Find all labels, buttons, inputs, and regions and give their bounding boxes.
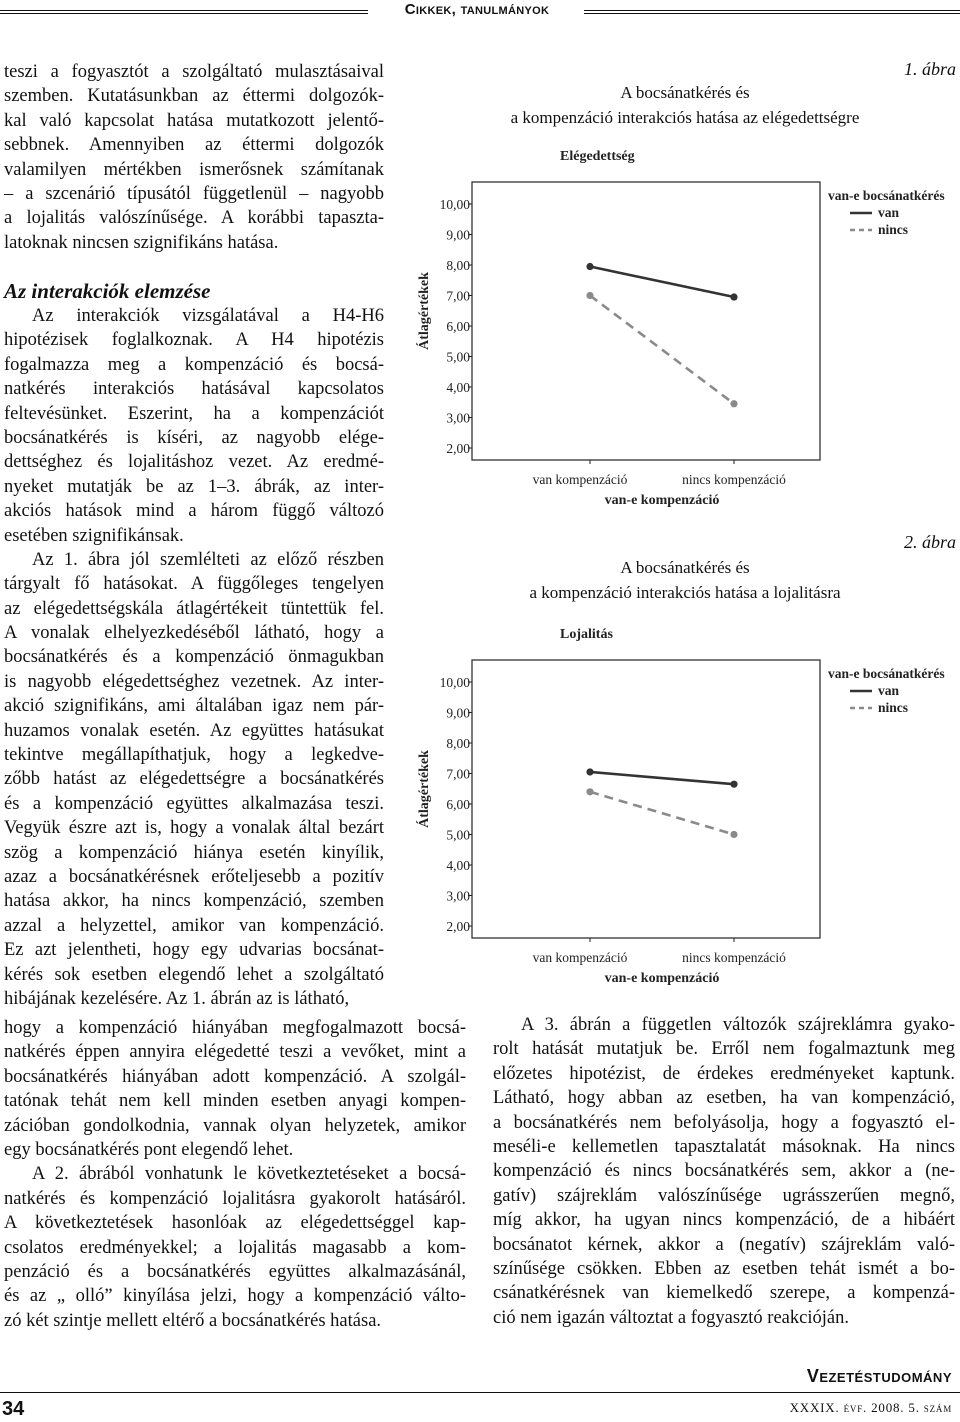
text-line: dettséghez és lojalitáshoz vezet. Az eredmé-	[4, 452, 384, 473]
text-line: penzáció és a bocsánatkérés együttes alkalmazásánál,	[4, 1261, 466, 1282]
text-line: kompenzáció és nincs bocsánatkérés sem, akkor a (ne-	[493, 1161, 955, 1182]
text-line: feltevésünket. Eszerint, ha a kompenzációt	[4, 403, 384, 424]
y-tick-label: 6,00	[446, 319, 470, 334]
text-line: natkérés és kompenzáció lojalitásra gyakorolt hatásáról.	[4, 1188, 466, 1209]
text-line: huzamos vonalak esetén. Az együttes hatásukat	[4, 720, 384, 741]
x-tick-label: van kompenzáció	[532, 950, 628, 965]
text-line: is nagyobb elégedettséghez vezetnek. Az inter-	[4, 671, 384, 692]
figure-2-chart	[400, 618, 955, 998]
legend-label-van: van	[878, 205, 900, 220]
series-point-nincs	[586, 292, 593, 299]
figure-1-caption-line2: a kompenzáció interakciós hatása az elégedettségre	[510, 108, 860, 127]
y-tick-label: 5,00	[446, 827, 470, 843]
series-point-van	[730, 293, 737, 300]
y-tick-label: 9,00	[446, 227, 470, 243]
legend-label-nincs: nincs	[878, 700, 909, 715]
y-tick-label: 10,00	[439, 675, 470, 690]
y-tick-label: 7,00	[446, 766, 470, 782]
text-line: fogalmazza meg a kompenzáció és bocsá-	[4, 354, 384, 375]
text-line: és a kompenzáció együttes alkalmazása teszi.	[4, 793, 384, 814]
text-line: hipotézisek foglalkoznak. A H4 hipotézis	[4, 330, 384, 351]
text-line: a lojalitás valószínűsége. A korábbi tapaszta-	[4, 208, 384, 229]
legend-label-nincs: nincs	[878, 222, 909, 237]
page-number: 34	[2, 1398, 25, 1420]
text-line: rolt hatását mutatjuk be. Erről nem fogalmaztunk meg	[493, 1039, 955, 1060]
text-line: Vegyük észre azt is, hogy a vonalak által bezárt	[4, 818, 384, 839]
text-line: zőbb hatást az elégedettségre a bocsánatkérés	[4, 769, 384, 790]
running-header	[0, 0, 960, 26]
chart-title: Elégedettség	[560, 149, 635, 164]
x-tick-label: nincs kompenzáció	[682, 950, 786, 965]
left-paragraph-top	[4, 60, 384, 255]
header-rule-left	[0, 10, 368, 14]
y-tick-label: 2,00	[446, 441, 470, 456]
footer-rule	[0, 1392, 960, 1393]
text-line: gatív) szájreklám valószínűsége ugrásszerűen megnő,	[493, 1185, 955, 1206]
left-paragraph-wide	[4, 1016, 466, 1333]
y-tick-label: 9,00	[446, 705, 470, 721]
text-line: ció nem igazán változtat a fogyasztó reakcióján.	[493, 1307, 849, 1328]
legend-label-van: van	[878, 683, 900, 698]
text-line: A vonalak elhelyezkedéséből látható, hogy a	[4, 623, 384, 644]
series-point-nincs	[730, 831, 737, 838]
text-line: bocsánatkérés hiányában adott kompenzáció. A szolgál-	[4, 1066, 466, 1087]
text-line: akciós hatások mind a három függő változó	[4, 501, 384, 522]
text-line: tárgyalt fő hatásokat. A függőleges tengelyen	[4, 574, 384, 595]
header-rule-right	[584, 10, 960, 14]
text-line: esetében szignifikánsak.	[4, 525, 184, 546]
text-line: A 3. ábrán a független változók szájreklámra gyako-	[521, 1015, 955, 1035]
text-line: Az 1. ábra jól szemlélteti az előző részben	[32, 549, 384, 570]
text-line: Látható, hogy abban az esetben, ha van kompenzáció,	[493, 1088, 955, 1109]
text-line: azaz a bocsánatkérésnek erőteljesebb a pozitív	[4, 866, 384, 887]
series-point-nincs	[586, 788, 593, 795]
y-tick-label: 4,00	[446, 380, 470, 395]
text-line: hatása akkor, ha nincs kompenzáció, szemben	[4, 891, 384, 912]
x-axis-label: van-e kompenzáció	[604, 493, 720, 508]
text-line: szög a kompenzáció hiánya esetén kinyílik,	[4, 842, 384, 863]
series-point-van	[730, 781, 737, 788]
text-line: Ez azt jelentheti, hogy egy udvarias bocsánat-	[4, 940, 384, 961]
text-line: előzetes hipotézist, de érdekes eredményeket kaptunk.	[493, 1063, 955, 1084]
left-paragraph-main	[4, 304, 384, 1011]
figure-1-caption-line1: A bocsánatkérés és	[620, 83, 750, 102]
text-line: tatónak tehát nem kell minden esetben anyagi kompen-	[4, 1091, 466, 1112]
series-point-van	[586, 263, 593, 270]
text-line: a bocsánatkérés nem befolyásolja, hogy a fogyasztó el-	[493, 1112, 955, 1133]
y-tick-label: 5,00	[446, 349, 470, 365]
series-point-nincs	[730, 400, 737, 407]
series-point-van	[586, 768, 593, 775]
text-line: natkérés éppen annyira elégedetté teszi a vevőket, mint a	[4, 1042, 466, 1063]
text-line: csánatkérésnek van kiemelkedő szerepe, a kompenzá-	[493, 1283, 955, 1304]
text-line: hogy a kompenzáció hiányában megfogalmazott bocsá-	[4, 1018, 466, 1038]
text-line: – a szcenárió típusától függetlenül – nagyobb	[4, 183, 384, 204]
figure-1-number: 1. ábra	[903, 59, 956, 79]
y-tick-label: 2,00	[446, 919, 470, 934]
x-axis-label: van-e kompenzáció	[604, 971, 720, 986]
text-line: és az „ olló” kinyílása jelzi, hogy a kompenzáció válto-	[4, 1286, 466, 1307]
text-line: hibájának kezelésére. Az 1. ábrán az is látható,	[4, 988, 350, 1009]
section-title: Az interakciók elemzése	[4, 279, 211, 303]
text-line: egy bocsánatkérés pont elegendő lehet.	[4, 1139, 294, 1160]
text-line: latoknak nincsen szignifikáns hatása.	[4, 232, 279, 253]
y-tick-label: 4,00	[446, 858, 470, 873]
text-line: Az interakciók vizsgálatával a H4-H6	[32, 306, 384, 326]
y-tick-label: 6,00	[446, 797, 470, 812]
text-line: natkérés interakciós hatásával kapcsolatos	[4, 379, 384, 400]
text-line: tekintve megállapíthatjuk, hogy a legkedve-	[4, 745, 384, 766]
text-line: valamilyen mértékben ismerősnek számítanak	[4, 159, 384, 180]
text-line: sebbnek. Amennyiben az éttermi dolgozók	[4, 135, 384, 156]
legend-title: van-e bocsánatkérés	[828, 188, 945, 203]
x-tick-label: nincs kompenzáció	[682, 472, 786, 487]
figure-1-chart	[400, 140, 955, 520]
figure-2-caption-line2: a kompenzáció interakciós hatása a lojalitásra	[529, 583, 841, 602]
right-paragraph	[493, 1013, 955, 1330]
y-tick-label: 10,00	[439, 197, 470, 212]
y-tick-label: 8,00	[446, 258, 470, 273]
figure-2-caption-line1: A bocsánatkérés és	[620, 558, 750, 577]
text-line: azzal a helyzettel, amikor van kompenzáció.	[4, 915, 384, 936]
y-tick-label: 3,00	[446, 888, 470, 904]
text-line: meséli-e kellemetlen tapasztalatát másoknak. Ha nincs	[493, 1136, 955, 1157]
x-tick-label: van kompenzáció	[532, 472, 628, 487]
text-line: az elégedettségskála átlagértékeit tüntettük fel.	[4, 598, 384, 619]
text-line: teszi a fogyasztót a szolgáltató mulasztásaival	[4, 62, 384, 82]
legend-title: van-e bocsánatkérés	[828, 666, 945, 681]
chart-title: Lojalitás	[560, 627, 613, 642]
y-tick-label: 8,00	[446, 736, 470, 751]
y-tick-label: 7,00	[446, 288, 470, 304]
text-line: A 2. ábrából vonhatunk le következtetéseket a bocsá-	[32, 1164, 466, 1185]
plot-area	[472, 660, 820, 938]
y-axis-label: Átlagértékek	[417, 272, 432, 350]
text-line: kérés sok esetben elegendő lehet a szolgáltató	[4, 964, 384, 985]
plot-area	[472, 182, 820, 460]
y-tick-label: 3,00	[446, 410, 470, 426]
text-line: bocsánatot kérnek, akkor a (negatív) szájreklám való-	[493, 1234, 955, 1255]
footer-journal-name: Vezetéstudomány	[806, 1366, 952, 1386]
text-line: A következtetések hasonlóak az elégedettséggel kap-	[4, 1213, 466, 1234]
text-line: szemben. Kutatásunkban az éttermi dolgozók-	[4, 86, 384, 107]
header-title: Cikkek, tanulmányok	[404, 1, 550, 18]
text-line: míg akkor, ha ugyan nincs kompenzáció, de a hibáért	[493, 1210, 955, 1231]
text-line: zó két szintje mellett eltérő a bocsánatkérés hatása.	[4, 1310, 382, 1331]
footer-issue: XXXIX. évf. 2008. 5. szám	[789, 1400, 952, 1415]
y-axis-label: Átlagértékek	[417, 750, 432, 828]
text-line: zációban gondolkodnia, vannak olyan helyzetek, amikor	[4, 1115, 466, 1136]
text-line: színűsége csökken. Ebben az esetben tehát ismét a bo-	[493, 1258, 955, 1279]
figure-2-number: 2. ábra	[903, 532, 956, 552]
text-line: akció szignifikáns, ami általában igaz nem pár-	[4, 696, 384, 717]
text-line: csolatos eredményekkel; a lojalitás magasabb a kom-	[4, 1237, 466, 1258]
text-line: bocsánatkérés és a kompenzáció önmagukban	[4, 647, 384, 668]
text-line: bocsánatkérés is kíséri, az nagyobb elége-	[4, 427, 384, 448]
text-line: nyeket mutatják be az 1–3. ábrák, az inter-	[4, 476, 384, 497]
text-line: kal való kapcsolat hatása mutatkozott jelentő-	[4, 110, 384, 131]
